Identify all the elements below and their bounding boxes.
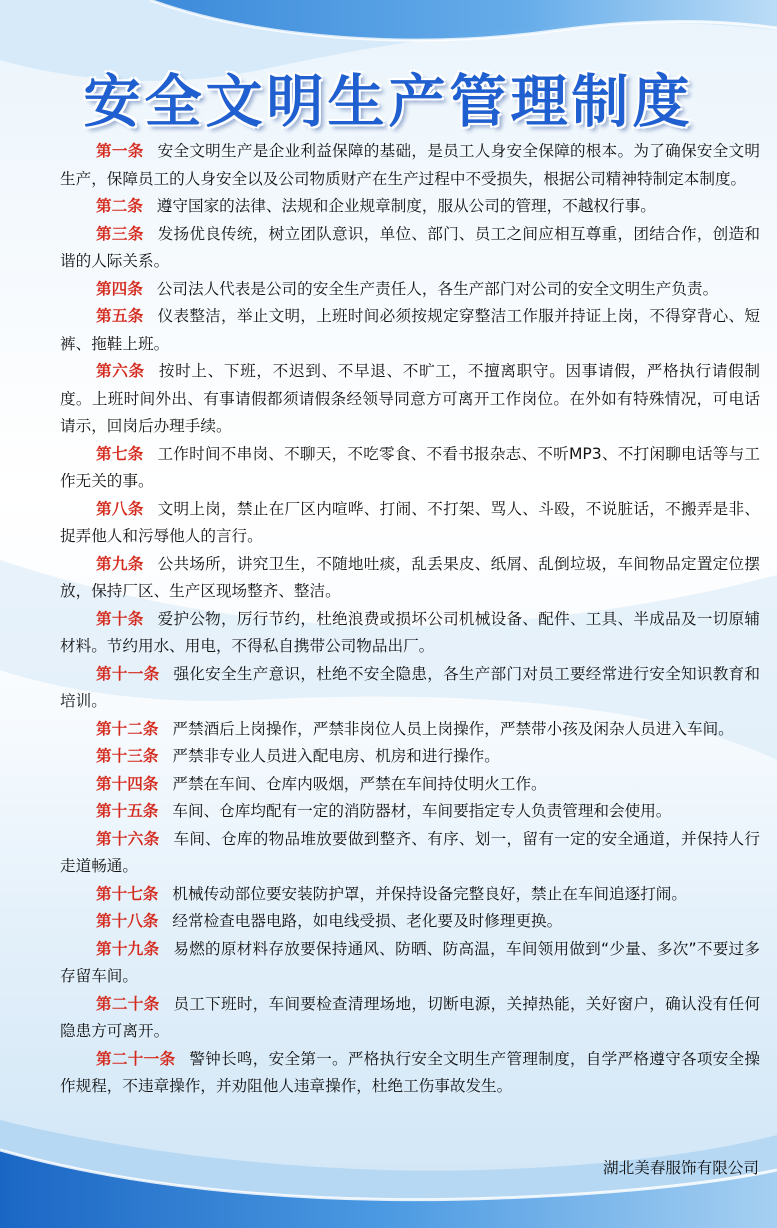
rule-text: 公共场所，讲究卫生，不随地吐痰，乱丢果皮、纸屑、乱倒垃圾，车间物品定置定位摆放，保持厂区、生产区现场整齐、整洁。 xyxy=(60,554,760,600)
rule-text: 严禁非专业人员进入配电房、机房和进行操作。 xyxy=(172,747,500,765)
rule-item xyxy=(60,138,760,193)
rule-item xyxy=(60,798,760,826)
rule-text: 仪表整洁，举止文明，上班时间必须按规定穿整洁工作服并持证上岗，不得穿背心、短裤、拖鞋上班。 xyxy=(60,307,760,353)
rule-item xyxy=(60,193,760,221)
rule-item xyxy=(60,771,760,799)
rule-item xyxy=(60,276,760,304)
rule-number: 第二十一条 xyxy=(96,1049,176,1068)
company-name: 湖北美春服饰有限公司 xyxy=(603,1159,759,1177)
rule-text: 按时上、下班，不迟到、不早退、不旷工，不擅离职守。因事请假，严格执行请假制度。上班时间外出、有事请假都须请假条经领导同意方可离开工作岗位。在外如有特殊情况，可电话请示，回岗后办理手续。 xyxy=(60,362,760,435)
rule-item xyxy=(60,303,760,358)
rule-number: 第十三条 xyxy=(96,747,159,765)
rule-item xyxy=(60,551,760,606)
rule-number: 第十一条 xyxy=(96,664,160,683)
rule-item xyxy=(60,606,760,661)
page-title: 安全文明生产管理制度 xyxy=(83,69,694,135)
rule-text: 文明上岗，禁止在厂区内喧哗、打闹、不打架、骂人、斗殴，不说脏话，不搬弄是非、捉弄他人和污辱他人的言行。 xyxy=(60,499,760,545)
rule-text: 警钟长鸣，安全第一。严格执行安全文明生产管理制度，自学严格遵守各项安全操作规程，不违章操作，并劝阻他人违章操作，杜绝工伤事故发生。 xyxy=(60,1049,760,1095)
rule-number: 第七条 xyxy=(96,444,144,463)
rule-text: 车间、仓库的物品堆放要做到整齐、有序、划一，留有一定的安全通道，并保持人行走道畅通。 xyxy=(60,829,760,875)
rule-text: 工作时间不串岗、不聊天，不吃零食、不看书报杂志、不听MP3、不打闲聊电话等与工作无关的事。 xyxy=(60,444,760,490)
rule-item xyxy=(60,881,760,909)
rule-number: 第一条 xyxy=(96,142,144,160)
rule-number: 第十五条 xyxy=(96,802,159,820)
rule-number: 第十二条 xyxy=(96,719,159,738)
rule-item xyxy=(60,991,760,1046)
rule-item xyxy=(60,661,760,716)
rule-text: 爱护公物，厉行节约，杜绝浪费或损坏公司机械设备、配件、工具、半成品及一切原辅材料。节约用水、用电，不得私自携带公司物品出厂。 xyxy=(60,609,760,655)
rule-text: 遵守国家的法律、法规和企业规章制度，服从公司的管理，不越权行事。 xyxy=(156,197,656,215)
rule-item xyxy=(60,221,760,276)
rule-text: 员工下班时，车间要检查清理场地，切断电源，关掉热能，关好窗户，确认没有任何隐患方可离开。 xyxy=(60,994,760,1040)
rule-number: 第十六条 xyxy=(96,829,160,848)
rule-number: 第六条 xyxy=(96,362,145,380)
rule-item xyxy=(60,496,760,551)
rule-text: 机械传动部位要安装防护罩，并保持设备完整良好，禁止在车间追逐打闹。 xyxy=(172,884,687,903)
rules-list xyxy=(60,138,760,1101)
rule-text: 经常检查电器电路，如电线受损、老化要及时修理更换。 xyxy=(172,912,563,930)
rule-text: 发扬优良传统，树立团队意识，单位、部门、员工之间应相互尊重，团结合作，创造和谐的人际关系。 xyxy=(60,224,760,270)
rule-text: 严禁在车间、仓库内吸烟，严禁在车间持仗明火工作。 xyxy=(172,774,547,793)
rule-number: 第十七条 xyxy=(96,884,159,903)
rule-number: 第十条 xyxy=(96,609,144,628)
rule-number: 第八条 xyxy=(96,499,144,518)
rule-number: 第五条 xyxy=(96,307,144,325)
rule-item xyxy=(60,908,760,936)
rule-item xyxy=(60,358,760,441)
rule-item xyxy=(60,743,760,771)
rule-text: 安全文明生产是企业利益保障的基础，是员工人身安全保障的根本。为了确保安全文明生产，保障员工的人身安全以及公司物质财产在生产过程中不受损失，根据公司精神特制定本制度。 xyxy=(60,142,760,188)
rule-item xyxy=(60,716,760,744)
rule-number: 第十四条 xyxy=(96,774,159,793)
rule-item xyxy=(60,936,760,991)
rule-number: 第十八条 xyxy=(96,912,159,930)
rule-text: 公司法人代表是公司的安全生产责任人，各生产部门对公司的安全文明生产负责。 xyxy=(156,279,719,298)
rule-number: 第二条 xyxy=(96,197,143,215)
rule-number: 第三条 xyxy=(96,224,144,243)
rule-text: 强化安全生产意识，杜绝不安全隐患，各生产部门对员工要经常进行安全知识教育和培训。 xyxy=(60,664,760,710)
rule-item xyxy=(60,1046,760,1101)
rule-item xyxy=(60,826,760,881)
rule-number: 第四条 xyxy=(96,279,143,298)
rule-text: 车间、仓库均配有一定的消防器材，车间要指定专人负责管理和会使用。 xyxy=(172,802,672,820)
rule-text: 易燃的原材料存放要保持通风、防晒、防高温，车间领用做到“少量、多次”不要过多存留车间。 xyxy=(60,939,760,985)
rule-item xyxy=(60,441,760,496)
rule-text: 严禁酒后上岗操作，严禁非岗位人员上岗操作，严禁带小孩及闲杂人员进入车间。 xyxy=(172,719,734,738)
rule-number: 第二十条 xyxy=(96,994,160,1013)
rule-number: 第九条 xyxy=(96,554,144,573)
rule-number: 第十九条 xyxy=(96,939,160,958)
